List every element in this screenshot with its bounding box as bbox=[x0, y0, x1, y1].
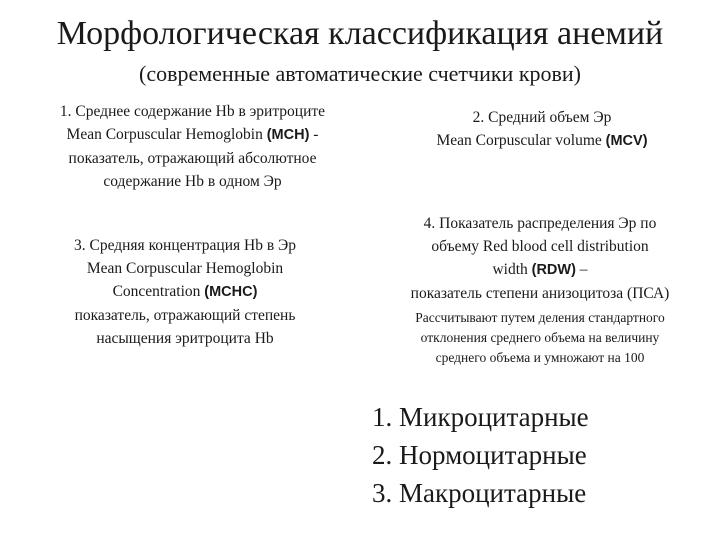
list-item: 2. Нормоцитарные bbox=[372, 440, 587, 470]
mchc-term-2 bbox=[20, 280, 350, 304]
rdw-term-1: объему Red blood cell distribution bbox=[431, 238, 649, 255]
mcv-term-text: Mean Corpuscular volume bbox=[436, 132, 606, 149]
mcv-abbr: (MCV) bbox=[605, 133, 648, 149]
anemia-types-list bbox=[372, 398, 712, 512]
mchc-block bbox=[20, 234, 350, 350]
mchc-term-text: Concentration bbox=[112, 283, 205, 300]
mch-desc-2: содержание Hb в одном Эр bbox=[103, 173, 282, 190]
mchc-heading: 3. Средняя концентрация Hb в Эр bbox=[73, 237, 297, 254]
mcv-block bbox=[372, 106, 712, 153]
rdw-block bbox=[360, 212, 720, 368]
rdw-term-2 bbox=[360, 258, 720, 282]
mcv-heading: 2. Средний объем Эр bbox=[472, 109, 612, 126]
mchc-desc-1: показатель, отражающий степень bbox=[74, 307, 296, 324]
mch-desc-1: показатель, отражающий абсолютное bbox=[68, 150, 317, 167]
rdw-note-1: Рассчитывают путем деления стандартного bbox=[415, 310, 665, 325]
rdw-abbr: (RDW) bbox=[531, 262, 576, 278]
mch-dash: - bbox=[309, 126, 319, 143]
mch-abbr: (MCH) bbox=[266, 127, 310, 143]
mcv-term bbox=[372, 129, 712, 153]
mchc-abbr: (MCHC) bbox=[204, 284, 258, 300]
slide-subtitle: (современные автоматические счетчики крови) bbox=[139, 61, 581, 86]
rdw-heading: 4. Показатель распределения Эр по bbox=[423, 215, 657, 232]
rdw-term-text: width bbox=[492, 261, 532, 278]
mch-term-text: Mean Corpuscular Hemoglobin bbox=[66, 126, 267, 143]
slide-title: Морфологическая классификация анемий bbox=[56, 15, 664, 52]
mchc-desc-2: насыщения эритроцита Hb bbox=[96, 330, 274, 347]
rdw-formula-note bbox=[360, 308, 720, 368]
mch-block bbox=[20, 100, 365, 193]
rdw-dash: – bbox=[575, 261, 588, 278]
rdw-note-3: среднего объема и умножают на 100 bbox=[435, 350, 645, 365]
rdw-desc: показатель степени анизоцитоза (ПСА) bbox=[410, 285, 670, 302]
mch-term bbox=[20, 123, 365, 147]
mch-heading: 1. Среднее содержание Hb в эритроците bbox=[59, 103, 326, 120]
rdw-note-2: отклонения среднего объема на величину bbox=[420, 330, 660, 345]
mchc-term-1: Mean Corpuscular Hemoglobin bbox=[86, 260, 284, 277]
list-item: 1. Микроцитарные bbox=[372, 402, 589, 432]
list-item: 3. Макроцитарные bbox=[372, 478, 587, 508]
